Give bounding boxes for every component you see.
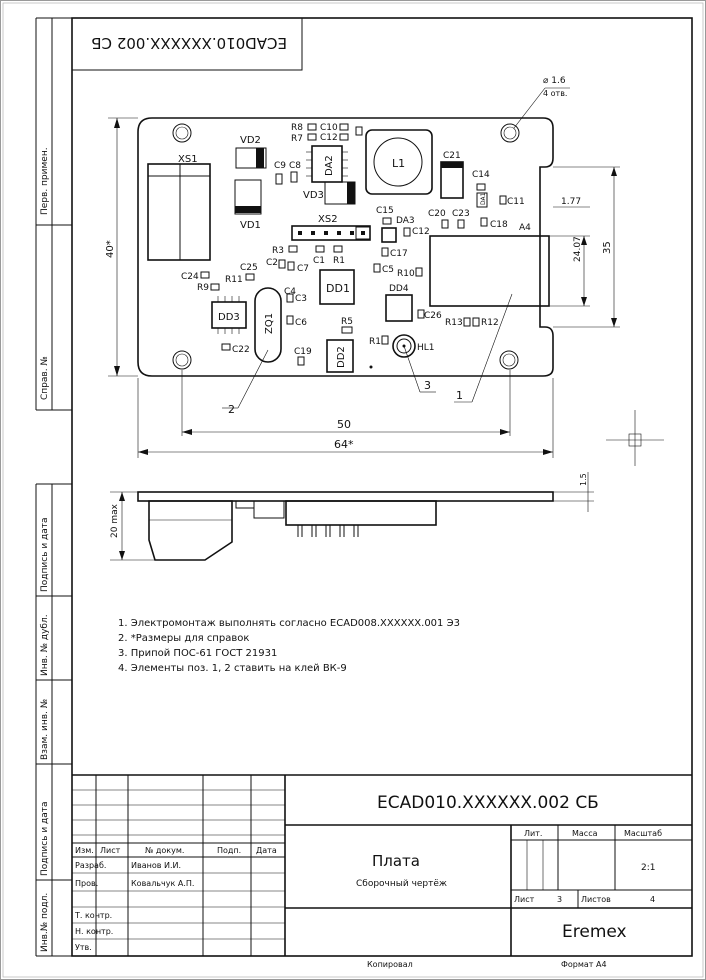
label-c17: C17 — [390, 249, 408, 259]
label-vd2: VD2 — [240, 135, 261, 146]
label-xs2: XS2 — [318, 214, 338, 225]
label-xs1: XS1 — [178, 154, 198, 165]
label-c19: C19 — [294, 347, 312, 357]
label-r12: R12 — [481, 318, 499, 328]
label-da1: DA1 — [480, 192, 487, 205]
label-c6: C6 — [295, 318, 308, 328]
tb-razrab-label: Разраб. — [75, 861, 107, 870]
note-3: 3. Припой ПОС-61 ГОСТ 21931 — [118, 648, 278, 659]
dim-hole-count: 4 отв. — [543, 89, 568, 98]
tb-designation: ECAD010.XXXXXX.002 СБ — [377, 793, 599, 813]
tb-list-val: 3 — [557, 895, 563, 904]
callout-3: 3 — [424, 379, 431, 392]
side-label-sprav: Справ. № — [40, 356, 50, 400]
label-a4: A4 — [519, 223, 531, 233]
label-dd1: DD1 — [326, 282, 350, 295]
tb-col-list: Лист — [100, 846, 121, 855]
label-c5: C5 — [382, 265, 395, 275]
dim-20max: 20 max — [110, 504, 120, 538]
top-stamp-designation: ECAD010.XXXXXX.002 СБ — [91, 34, 287, 52]
tb-col-doc: № докум. — [145, 846, 185, 855]
top-stamp — [72, 18, 302, 70]
label-c14: C14 — [472, 170, 490, 180]
tb-nkontr: Н. контр. — [75, 927, 114, 936]
label-r9: R9 — [197, 283, 209, 293]
tb-tkontr: Т. контр. — [75, 911, 113, 920]
tb-listov-val: 4 — [650, 895, 656, 904]
label-c26: C26 — [424, 311, 442, 321]
label-r5: R5 — [341, 317, 353, 327]
label-c21: C21 — [443, 151, 461, 161]
pcb-top-view — [138, 118, 553, 376]
tb-massa: Масса — [572, 829, 598, 838]
label-dd4: DD4 — [389, 284, 409, 294]
tb-col-izm: Изм. — [75, 846, 94, 855]
side-label-perv-primen: Перв. примен. — [40, 147, 50, 215]
callout-1: 1 — [456, 389, 463, 402]
tb-utv: Утв. — [75, 943, 92, 952]
label-r7: R7 — [291, 134, 303, 144]
pcb-side-view — [110, 472, 594, 560]
label-c25: C25 — [240, 263, 258, 273]
dim-15: 1.5 — [579, 473, 588, 486]
footer-kopiroval: Копировал — [367, 960, 413, 969]
dim-hole: ⌀ 1.6 — [543, 76, 566, 86]
dim-64: 64* — [334, 438, 354, 451]
drawing-frame — [72, 18, 692, 956]
label-c20: C20 — [428, 209, 446, 219]
side-label-inv-podl: Инв.№ подл. — [40, 892, 50, 952]
label-c12: C12 — [320, 133, 338, 143]
side-label-inv-dubl: Инв. № дубл. — [40, 614, 50, 676]
dim-2407: 24.07 — [573, 236, 583, 262]
label-c15: C15 — [376, 206, 394, 216]
label-zq1: ZQ1 — [264, 312, 275, 334]
note-1: 1. Электромонтаж выполнять согласно ECAD008.XXXXXX.001 Э3 — [118, 618, 460, 629]
note-4: 4. Элементы поз. 1, 2 ставить на клей ВК-9 — [118, 663, 347, 674]
label-l1: L1 — [392, 157, 406, 170]
tb-listov-label: Листов — [581, 895, 611, 904]
label-c18: C18 — [490, 220, 508, 230]
label-vd3: VD3 — [303, 190, 324, 201]
tb-doc-type: Сборочный чертёж — [356, 879, 448, 889]
label-c1: C1 — [313, 256, 326, 266]
dim-35: 35 — [602, 241, 613, 254]
title-block — [72, 775, 692, 956]
label-r10: R10 — [397, 269, 415, 279]
tb-col-data: Дата — [256, 846, 277, 855]
tb-col-podp: Подп. — [217, 846, 242, 855]
dim-177: 1.77 — [561, 197, 582, 207]
tb-scale: 2:1 — [641, 863, 656, 873]
label-c11: C11 — [507, 197, 525, 207]
label-r1: R1 — [333, 256, 345, 266]
label-r8: R8 — [291, 123, 303, 133]
label-c12b: C12 — [412, 227, 430, 237]
note-2: 2. *Размеры для справок — [118, 633, 250, 644]
label-c8: C8 — [289, 161, 302, 171]
label-c9: C9 — [274, 161, 287, 171]
dim-50: 50 — [337, 418, 351, 431]
technical-notes — [118, 618, 460, 674]
footer-format: Формат A4 — [561, 960, 607, 969]
side-label-podp-data-1: Подпись и дата — [40, 517, 50, 592]
tb-list-label: Лист — [514, 895, 535, 904]
callout-2: 2 — [228, 403, 235, 416]
left-side-stamp — [36, 18, 72, 956]
label-dd3: DD3 — [218, 312, 240, 323]
label-r3: R3 — [272, 246, 284, 256]
label-hl1: HL1 — [417, 343, 435, 353]
label-c24: C24 — [181, 272, 199, 282]
side-label-podp-data-2: Подпись и дата — [40, 801, 50, 876]
tb-name: Плата — [372, 852, 420, 870]
label-vd1: VD1 — [240, 220, 261, 231]
label-c10: C10 — [320, 123, 338, 133]
side-label-vzam-inv: Взам. инв. № — [40, 698, 50, 760]
tb-lit: Лит. — [524, 829, 543, 838]
label-c7: C7 — [297, 264, 310, 274]
label-c3: C3 — [295, 294, 308, 304]
label-c2: C2 — [266, 258, 279, 268]
label-da2: DA2 — [324, 155, 335, 176]
tb-razrab-name: Иванов И.И. — [131, 861, 182, 870]
label-c4: C4 — [284, 287, 297, 297]
label-c22: C22 — [232, 345, 250, 355]
tb-prov-name: Ковальчук А.П. — [131, 879, 195, 888]
label-r13: R13 — [445, 318, 463, 328]
label-da3: DA3 — [396, 216, 415, 226]
tb-company: Eremex — [562, 922, 627, 942]
tb-prov-label: Пров. — [75, 879, 99, 888]
label-r1b: R1 — [369, 337, 381, 347]
label-r11: R11 — [225, 275, 243, 285]
label-c23: C23 — [452, 209, 470, 219]
label-dd2: DD2 — [336, 346, 347, 368]
tb-masshtab: Масштаб — [624, 829, 663, 838]
dim-40: 40* — [105, 240, 116, 258]
